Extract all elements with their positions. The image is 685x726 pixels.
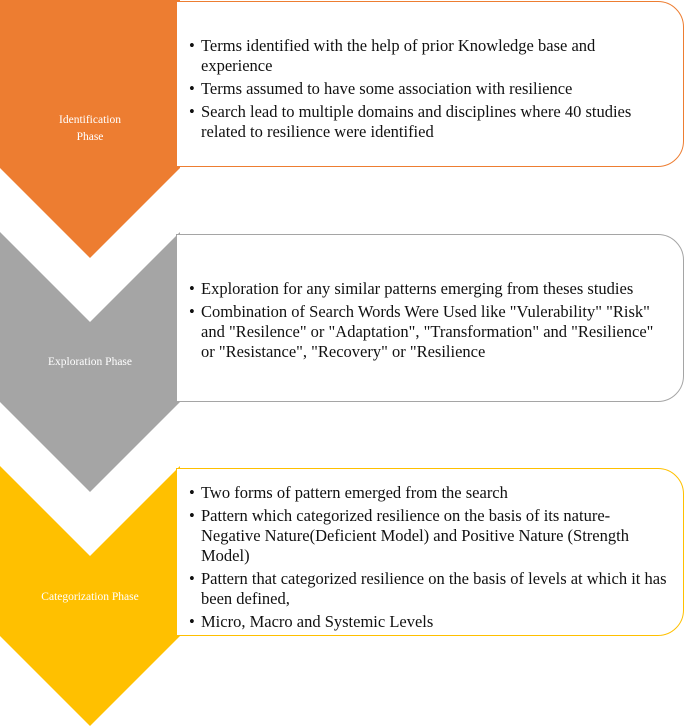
- list-item: • Pattern which categorized resilience on the basis of its nature- Negative Nature(Deficient Model) and Positive Nature (Strength Model): [189, 506, 669, 566]
- list-item: • Two forms of pattern emerged from the search: [189, 483, 669, 503]
- exploration-phase-box: [176, 234, 684, 402]
- exploration-phase-label: [0, 354, 180, 371]
- exploration-phase-bullets: [189, 279, 669, 362]
- identification-phase-label: [0, 112, 180, 146]
- list-item: • Terms identified with the help of prior Knowledge base and experience: [189, 36, 663, 76]
- categorization-phase-label: [0, 589, 180, 606]
- list-item: • Search lead to multiple domains and disciplines where 40 studies related to resilience were identified: [189, 102, 663, 142]
- identification-phase-bullets: [189, 36, 663, 142]
- list-item: • Micro, Macro and Systemic Levels: [189, 612, 669, 632]
- identification-phase-label-line1: Identification: [59, 114, 121, 126]
- categorization-phase-label-line1: Categorization Phase: [41, 591, 139, 603]
- categorization-phase-bullets: [189, 483, 669, 632]
- identification-phase-label-line2: Phase: [76, 131, 104, 143]
- list-item: • Pattern that categorized resilience on the basis of levels at which it has been defined,: [189, 569, 669, 609]
- identification-phase-box: [176, 1, 684, 167]
- list-item: • Combination of Search Words Were Used like "Vulerability" "Risk" and "Resilence" or "Adaptation", "Transformation" and "Resilience" or "Resistance", "Recovery" or "Resilience: [189, 302, 669, 362]
- list-item: • Exploration for any similar patterns emerging from theses studies: [189, 279, 669, 299]
- exploration-phase-label-line1: Exploration Phase: [48, 356, 132, 368]
- categorization-phase-box: [176, 468, 684, 636]
- list-item: • Terms assumed to have some association with resilience: [189, 79, 663, 99]
